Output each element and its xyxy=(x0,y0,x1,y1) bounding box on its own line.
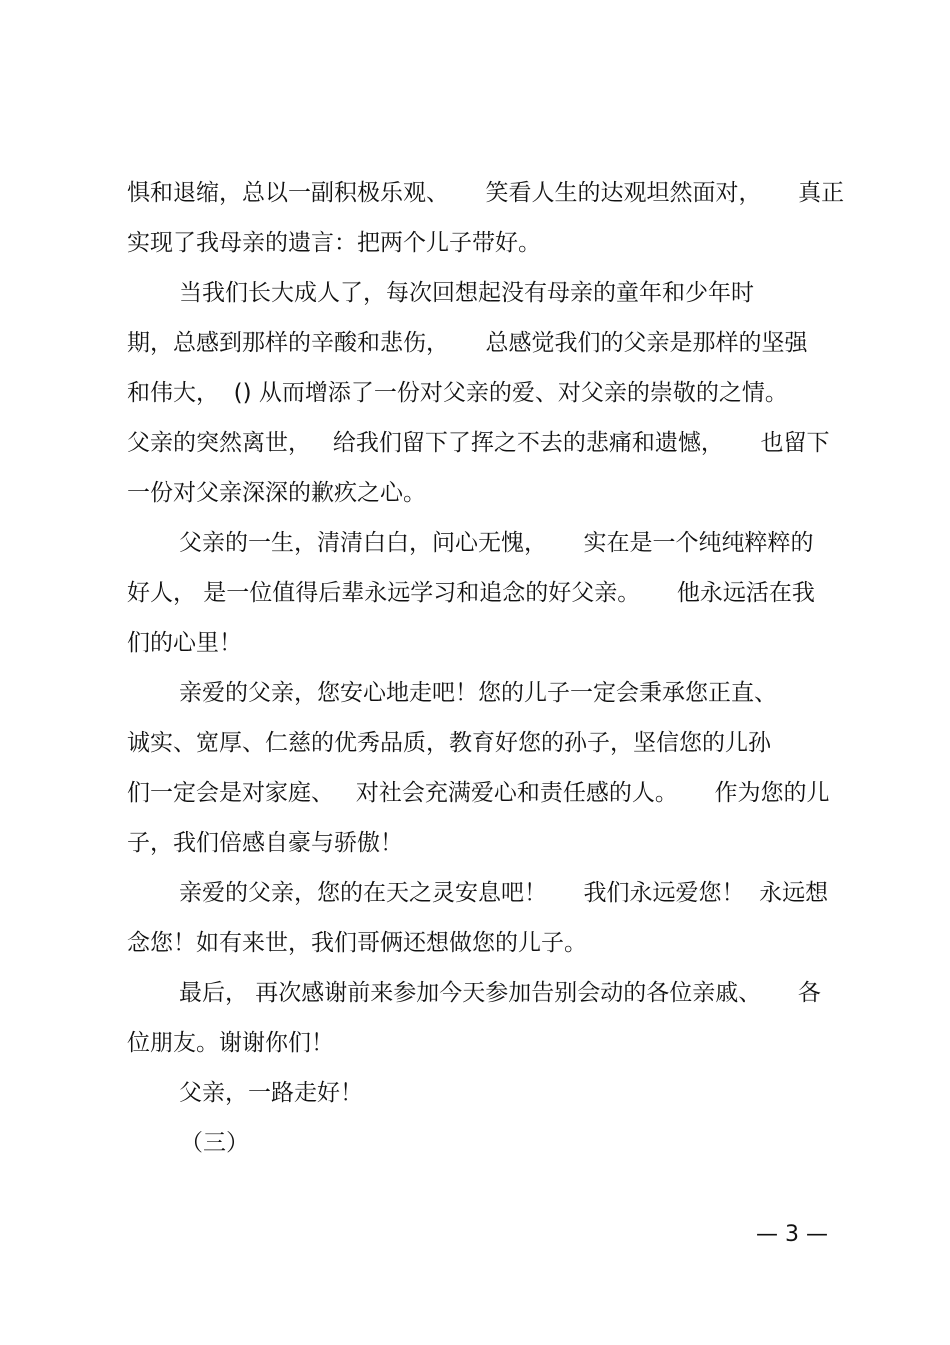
text-line: 诚实、宽厚、仁慈的优秀品质，教育好您的孙子，坚信您的儿孙 xyxy=(127,730,771,756)
text-line: 父亲的突然离世， 给我们留下了挥之不去的悲痛和遗憾， 也留下 xyxy=(127,430,830,456)
text-line: 父亲，一路走好！ xyxy=(179,1080,363,1106)
section-heading: （三） xyxy=(180,1130,249,1156)
text-line: 当我们长大成人了，每次回想起没有母亲的童年和少年时 xyxy=(179,280,754,306)
text-line: 位朋友。谢谢你们！ xyxy=(127,1030,334,1056)
text-line: 惧和退缩，总以一副积极乐观、 笑看人生的达观坦然面对， 真正 xyxy=(127,180,845,206)
text-line: 实现了我母亲的遗言：把两个儿子带好。 xyxy=(127,230,541,256)
page-number: — 3 — xyxy=(756,1222,828,1247)
text-line: 父亲的一生，清清白白，问心无愧， 实在是一个纯纯粹粹的 xyxy=(179,530,814,556)
text-line: 一份对父亲深深的歉疚之心。 xyxy=(127,480,426,506)
text-line: 亲爱的父亲，您的在天之灵安息吧！ 我们永远爱您！ 永远想 xyxy=(179,880,829,906)
text-line: 子，我们倍感自豪与骄傲！ xyxy=(127,830,403,856)
text-line: 好人， 是一位值得后辈永远学习和追念的好父亲。 他永远活在我 xyxy=(127,580,815,606)
text-line: 和伟大， () 从而增添了一份对父亲的爱、对父亲的崇敬的之情。 xyxy=(127,380,788,406)
text-line: 亲爱的父亲，您安心地走吧！您的儿子一定会秉承您正直、 xyxy=(179,680,777,706)
text-line: 们一定会是对家庭、 对社会充满爱心和责任感的人。 作为您的儿 xyxy=(127,780,830,806)
text-line: 们的心里！ xyxy=(127,630,242,656)
text-line: 期，总感到那样的辛酸和悲伤， 总感觉我们的父亲是那样的坚强 xyxy=(127,330,808,356)
text-line: 念您！如有来世，我们哥俩还想做您的儿子。 xyxy=(127,930,587,956)
text-line: 最后， 再次感谢前来参加今天参加告别会动的各位亲戚、 各 xyxy=(179,980,821,1006)
